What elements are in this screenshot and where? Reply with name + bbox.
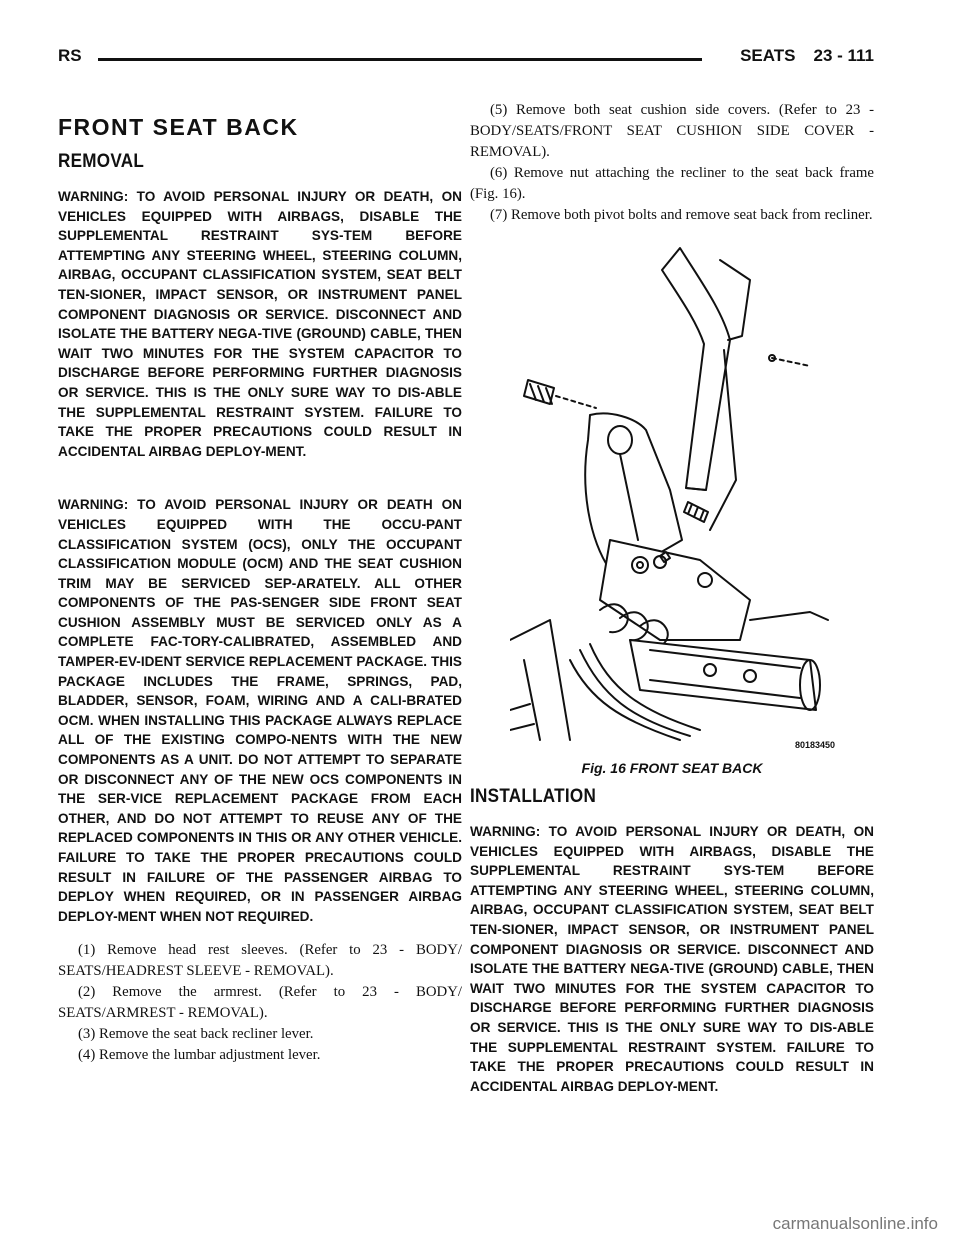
seat-back-recliner-illustration bbox=[510, 240, 830, 750]
removal-step-5: (5) Remove both seat cushion side covers. (Refer to 23 - BODY/SEATS/FRONT SEAT CUSHION SIDE COVER - REMOVAL). bbox=[470, 102, 874, 160]
removal-heading: REMOVAL bbox=[58, 151, 145, 172]
figure-16 bbox=[470, 240, 874, 760]
removal-steps-continued bbox=[470, 100, 874, 226]
page-title: FRONT SEAT BACK bbox=[58, 114, 299, 140]
header-page-number: 23 - 111 bbox=[813, 46, 874, 65]
header-section-page bbox=[740, 46, 874, 66]
right-column bbox=[470, 100, 874, 1130]
removal-step-3: (3) Remove the seat back recliner lever. bbox=[78, 1026, 314, 1043]
figure-caption: Fig. 16 FRONT SEAT BACK bbox=[581, 760, 763, 776]
removal-step-6: (6) Remove nut attaching the recliner to the seat back frame (Fig. 16). bbox=[470, 165, 874, 202]
installation-warning-airbag: WARNING: TO AVOID PERSONAL INJURY OR DEATH, ON VEHICLES EQUIPPED WITH AIRBAGS, DISABLE THE SUPPLEMENTAL RESTRAINT SYS-TEM BEFORE ATTEMPTING ANY STEERING WHEEL, STEERING COLUMN, AIRBAG, OCCUPANT CLASSIFICATION SYSTEM, SEAT BELT TEN-SIONER, IMPACT SENSOR, OR INSTRUMENT PANEL COMPONENT DIAGNOSIS OR SERVICE. DISCONNECT AND ISOLATE THE BATTERY NEGA-TIVE (GROUND) CABLE, THEN WAIT TWO MINUTES FOR THE SYSTEM CAPACITOR TO DISCHARGE BEFORE PERFORMING FURTHER DIAGNOSIS OR SERVICE. THIS IS THE ONLY SURE WAY TO DIS-ABLE THE SUPPLEMENTAL RESTRAINT SYSTEM. FAILURE TO TAKE THE PROPER PRECAUTIONS COULD RESULT IN ACCIDENTAL AIRBAG DEPLOY-MENT. bbox=[470, 824, 874, 1094]
header-vehicle-code: RS bbox=[58, 46, 82, 65]
header-rule bbox=[98, 58, 702, 61]
removal-step-1: (1) Remove head rest sleeves. (Refer to 23 - BODY/ SEATS/HEADREST SLEEVE - REMOVAL). bbox=[58, 942, 462, 980]
page-header bbox=[58, 46, 874, 74]
removal-warning-ocs: WARNING: TO AVOID PERSONAL INJURY OR DEATH ON VEHICLES EQUIPPED WITH THE OCCU-PANT CLASSIFICATION SYSTEM (OCS), ONLY THE OCCUPANT CLASSIFICATION MODULE (OCM) AND THE SEAT CUSHION TRIM MAY BE SERVICED SEP-ARATELY. ALL OTHER COMPONENTS OF THE PAS-SENGER SIDE FRONT SEAT CUSHION ASSEMBLY MUST BE SERVICED ONLY AS A COMPLETE FAC-TORY-CALIBRATED, ASSEMBLED AND TAMPER-EV-IDENT SERVICE REPLACEMENT PACKAGE. THIS PACKAGE INCLUDES THE FRAME, SPRINGS, PAD, BLADDER, SENSOR, FOAM, WIRING AND A CALI-BRATED OCM. WHEN INSTALLING THIS PACKAGE ALWAYS REPLACE ALL OF THE EXISTING COMPO-NENTS WITH THE NEW COMPONENTS AS A UNIT. DO NOT ATTEMPT TO SEPARATE OR DISCONNECT ANY OF THE NEW OCS COMPONENTS IN THE SER-VICE REPLACEMENT PACKAGE FROM EACH OTHER, AND DO NOT ATTEMPT TO REUSE ANY OF THE REPLACED COMPONENTS IN THIS OR ANY OTHER VEHICLE. FAILURE TO TAKE THE PROPER PRECAUTIONS COULD RESULT IN FAILURE OF THE PASSENGER AIRBAG TO DEPLOY WHEN REQUIRED, OR IN PASSENGER AIRBAG DEPLOY-MENT WHEN NOT REQUIRED. bbox=[58, 497, 462, 924]
removal-step-7: (7) Remove both pivot bolts and remove seat back from recliner. bbox=[490, 207, 873, 223]
removal-step-2: (2) Remove the armrest. (Refer to 23 - BODY/ SEATS/ARMREST - REMOVAL). bbox=[58, 984, 462, 1022]
watermark: carmanualsonline.info bbox=[772, 1214, 938, 1233]
removal-steps bbox=[58, 940, 462, 1066]
removal-warning-airbag: WARNING: TO AVOID PERSONAL INJURY OR DEATH, ON VEHICLES EQUIPPED WITH AIRBAGS, DISABLE THE SUPPLEMENTAL RESTRAINT SYS-TEM BEFORE ATTEMPTING ANY STEERING WHEEL, STEERING COLUMN, AIRBAG, OCCUPANT CLASSIFICATION SYSTEM, SEAT BELT TEN-SIONER, IMPACT SENSOR, OR INSTRUMENT PANEL COMPONENT DIAGNOSIS OR SERVICE. DISCONNECT AND ISOLATE THE BATTERY NEGA-TIVE (GROUND) CABLE, THEN WAIT TWO MINUTES FOR THE SYSTEM CAPACITOR TO DISCHARGE BEFORE PERFORMING FURTHER DIAGNOSIS OR SERVICE. THIS IS THE ONLY SURE WAY TO DIS-ABLE THE SUPPLEMENTAL RESTRAINT SYSTEM. FAILURE TO TAKE THE PROPER PRECAUTIONS COULD RESULT IN ACCIDENTAL AIRBAG DEPLOY-MENT. bbox=[58, 189, 462, 459]
figure-id: 80183450 bbox=[795, 740, 836, 750]
installation-heading: INSTALLATION bbox=[470, 786, 597, 807]
removal-step-4: (4) Remove the lumbar adjustment lever. bbox=[78, 1047, 321, 1064]
header-section: SEATS bbox=[740, 46, 796, 65]
left-column bbox=[58, 108, 462, 1066]
